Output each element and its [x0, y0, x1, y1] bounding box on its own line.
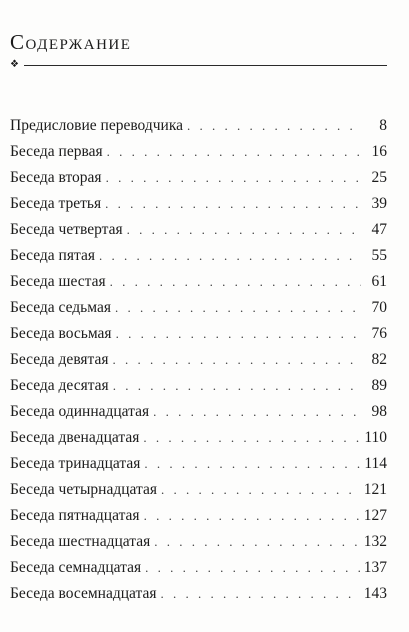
dot-leader [107, 139, 361, 165]
toc-entry-page-number: 16 [371, 143, 387, 160]
toc-entry-page-number: 143 [363, 585, 387, 602]
toc-entry-page-number: 121 [363, 481, 387, 498]
page-title: Содержание [10, 30, 132, 54]
toc-entry-label: Беседа десятая [10, 377, 109, 394]
toc-entry[interactable] [10, 113, 387, 139]
dot-leader [113, 347, 361, 373]
toc-entry[interactable] [10, 451, 387, 477]
dot-leader [143, 425, 360, 451]
dot-leader [153, 399, 361, 425]
toc-entry[interactable] [10, 529, 387, 555]
dot-leader [161, 477, 360, 503]
toc-entry-label: Беседа пятнадцатая [10, 507, 140, 524]
dot-leader [145, 555, 360, 581]
toc-entry[interactable] [10, 321, 387, 347]
toc-entry-label: Предисловие переводчика [10, 117, 184, 134]
toc-entry-label: Беседа четвертая [10, 221, 123, 238]
toc-entry-label: Беседа двенадцатая [10, 429, 140, 446]
toc-entry-label: Беседа седьмая [10, 299, 111, 316]
toc-entry[interactable] [10, 217, 387, 243]
toc-entry-label: Беседа четырнадцатая [10, 481, 157, 498]
dot-leader [144, 451, 360, 477]
toc-entry-page-number: 132 [363, 533, 387, 550]
dot-leader [144, 503, 360, 529]
toc-entry-label: Беседа восьмая [10, 325, 112, 342]
toc-entry-page-number: 110 [364, 429, 387, 446]
toc-entry-label: Беседа шестая [10, 273, 106, 290]
dot-leader [110, 269, 361, 295]
toc-entry[interactable] [10, 269, 387, 295]
toc-entry-label: Беседа шестнадцатая [10, 533, 151, 550]
toc-entry-page-number: 70 [371, 299, 387, 316]
divider-line [24, 65, 387, 66]
toc-entry[interactable] [10, 581, 387, 607]
table-of-contents [10, 113, 387, 607]
toc-entry-page-number: 82 [371, 351, 387, 368]
toc-entry-page-number: 89 [371, 377, 387, 394]
toc-entry[interactable] [10, 243, 387, 269]
toc-entry-page-number: 76 [371, 325, 387, 342]
toc-entry[interactable] [10, 477, 387, 503]
toc-entry-page-number: 55 [371, 247, 387, 264]
toc-entry-label: Беседа девятая [10, 351, 109, 368]
dot-leader [160, 581, 359, 607]
toc-entry[interactable] [10, 399, 387, 425]
dot-leader [106, 165, 361, 191]
toc-entry-page-number: 61 [371, 273, 387, 290]
toc-entry-page-number: 127 [363, 507, 387, 524]
toc-entry-page-number: 98 [371, 403, 387, 420]
toc-entry[interactable] [10, 295, 387, 321]
toc-entry-label: Беседа семнадцатая [10, 559, 142, 576]
title-rule [10, 61, 387, 71]
toc-entry-page-number: 25 [371, 169, 387, 186]
toc-entry[interactable] [10, 503, 387, 529]
toc-entry[interactable] [10, 347, 387, 373]
dot-leader [99, 243, 361, 269]
toc-entry-label: Беседа одиннадцатая [10, 403, 150, 420]
dot-leader [115, 295, 361, 321]
toc-entry-page-number: 114 [364, 455, 387, 472]
toc-entry-label: Беседа вторая [10, 169, 102, 186]
dot-leader [127, 217, 361, 243]
toc-entry[interactable] [10, 191, 387, 217]
toc-entry[interactable] [10, 425, 387, 451]
toc-entry-page-number: 39 [371, 195, 387, 212]
dot-leader [105, 191, 361, 217]
toc-entry-page-number: 47 [371, 221, 387, 238]
toc-entry[interactable] [10, 373, 387, 399]
toc-entry-label: Беседа тринадцатая [10, 455, 141, 472]
toc-entry-page-number: 137 [363, 559, 387, 576]
toc-entry[interactable] [10, 165, 387, 191]
dot-leader [187, 113, 361, 139]
toc-entry-label: Беседа пятая [10, 247, 95, 264]
toc-entry-page-number: 8 [379, 117, 387, 134]
toc-entry[interactable] [10, 139, 387, 165]
dot-leader [113, 373, 361, 399]
toc-entry-label: Беседа восемнадцатая [10, 585, 157, 602]
toc-entry[interactable] [10, 555, 387, 581]
toc-entry-label: Беседа третья [10, 195, 102, 212]
dot-leader [154, 529, 360, 555]
dot-leader [116, 321, 361, 347]
toc-entry-label: Беседа первая [10, 143, 103, 160]
ornament-icon: ❖ [10, 59, 19, 70]
